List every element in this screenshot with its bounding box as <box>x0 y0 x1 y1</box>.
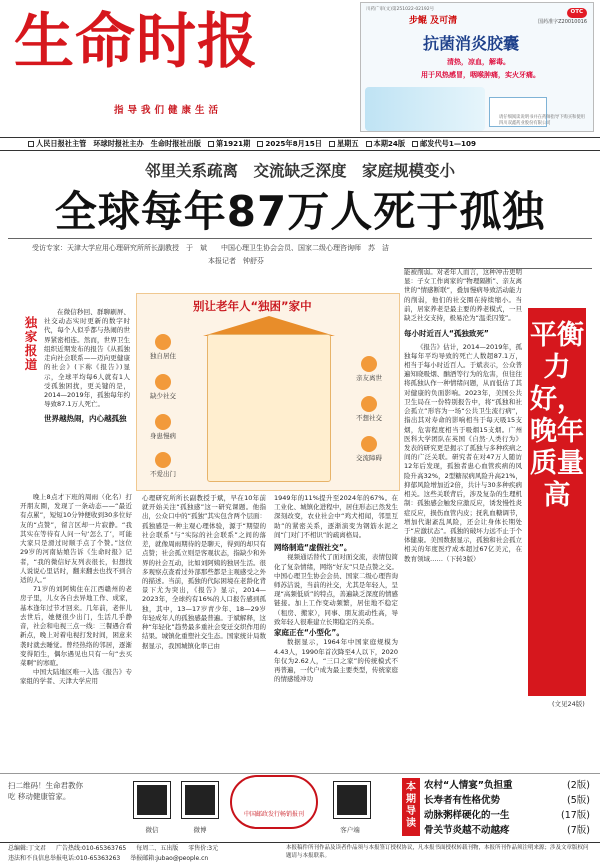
ad-disclaimer: 请仔细阅读说明书并在药师指导下购买和使用 四川双鑫药业股份有限公司 <box>499 115 585 127</box>
footer-report-phone: 违法和不良信息举报电话:010-65363263 <box>8 855 121 862</box>
paragraph: 在微信秒回、群聊刷屏、社交动态实时更新的数字时代，每个人似乎都与热闹的世界紧密相连。然而，世界卫生组织近期发布的报告《从孤独走向社会联系——迈向更健康的社会》(下称《报告》)显示，全球平均每6人就有1人受孤独困扰，更关键的是，2014—2019年，孤独每年约导致87.1万人死亡。 <box>44 308 130 409</box>
paragraph: 中国大陆地区唯一入选《报告》专家组的学者、天津大学应用 <box>20 668 132 686</box>
issue-info-bar <box>0 137 600 151</box>
exclusive-badge: 独家报道 <box>24 315 38 372</box>
footer-schedule: 每周二、五出版 <box>136 845 179 852</box>
ad-tagline-1: 清热，凉血，解毒。 <box>447 58 510 66</box>
qr-code-wechat[interactable] <box>134 782 170 818</box>
newspaper-logo: 生命时报 <box>14 7 258 77</box>
qr-code-app[interactable] <box>334 782 370 818</box>
ad-brand: 步鲲 及可清 <box>409 16 458 26</box>
footer <box>0 842 600 866</box>
paragraph: 71岁的刘阿姨住在江西赣州的老房子里，儿女各自去异地工作、成家，基本逢年过节才回来。几年前，老伴儿去世后，她便很少出门，生活几乎静音，社会和电视三点一线：三餐遇合看新点，晚上对着电视打发时间，困意来袭时就去睡觉。曾经热络的邻居，逐渐变得陌生，偶尔遇见也只有一句“去买菜啊”的寒暄。 <box>20 585 132 667</box>
qr-code-weibo[interactable] <box>182 782 218 818</box>
reporter-byline: 本报记者 钟舒芬 <box>208 257 264 265</box>
side-feature-ref: (文见24版) <box>552 700 585 708</box>
house-roof <box>203 316 335 336</box>
icon-dot <box>361 396 377 412</box>
paragraph: 1949年的11%提升至2024年的67%。在工业化、城镇化进程中，居住形态已然发生深刻改变，农业社会中“鸡犬相闻，邻里互助”的紧密关系，逐渐演变为钢筋水泥之间“门对门不相识”的疏离格局。 <box>274 494 398 539</box>
icon-dot <box>155 334 171 350</box>
footer-report-email: 举报邮箱:jubao@people.cn <box>130 855 209 862</box>
factor-label: 缺少社交 <box>150 392 176 400</box>
ad-product-title: 抗菌消炎胶囊 <box>423 34 520 53</box>
icon-dot <box>361 436 377 452</box>
article-column-3 <box>142 494 266 651</box>
section-heading: 世界越热闹，内心越孤独 <box>44 414 127 424</box>
ad-illustration <box>365 87 485 131</box>
icon-dot <box>155 414 171 430</box>
paragraph: 视频通话替代了面对面交流，表情包简化了复杂情绪，网络“好友”只是点赞之交。中国心理卫生协会会员、国家二级心理咨询师苏洁说，当前的社交，尤其是年轻人，呈现“高频低质”的特点，善遍缺乏深度的情感链接。加上工作变动频繁，居住地不稳定（租房、搬家），同事、朋友流动性高，导致年轻人很难建立长期稳定的关系。 <box>274 553 398 626</box>
info-item: 第1921期 <box>208 139 250 149</box>
section-heading: 网络制造“虚假社交”。 <box>274 543 352 553</box>
qr-label: 微信 <box>145 826 159 834</box>
postal-stamp: 中国邮政发行畅销报刊 <box>230 775 318 829</box>
info-item: 环球时报社主办 <box>93 138 144 148</box>
paragraph: 心理研究所所长副教授于斌，早在10年前就开始关注“孤独感”这一研究课题。他指出，公众口中的“孤独”其实包含两个层面：孤独感是一种主观心理体验，源于“期望的社会联系”与“实际的社会联系”之间的落差，就像周雨期待的是聊天，得到的却只有点赞；社会孤立则是客观状态，指缺少和外界的社会互动，比如刘阿姨的独居生活。很多观察点查看过外部那些都是主观感受之外的描述。当前，孤独的代际困境在老龄化背景下尤为突出，《报告》显示，2014—2023年，全球约有16%的人口报告感到孤独，其中，13—17岁青少年、18—29岁年轻成年人的孤独感最普遍。于斌解释，这种“年轻化”趋势最多重社会变迁交织作用的结果。城镇化重塑社交生态。国家统计局数据显示，我国城镇化率已由 <box>142 494 266 650</box>
tagline: 指导我们健康生活 <box>114 105 223 116</box>
main-headline: 全球每年87万人死于孤独 <box>54 187 546 236</box>
guide-item[interactable]: 长寿者有性格优势 (5版) <box>424 795 590 806</box>
factor-label: 身患慢病 <box>150 432 176 440</box>
factor-label: 不爱出门 <box>150 470 176 478</box>
footer-copyright: 本报稿件所刊作品及读者作品须与本报签订授权协议，凡本报书面授权转载刊物，本报所刊作品须注明来源；涉及文章版权问题请与本报联系。 <box>286 845 589 859</box>
ad-tagline-2: 用于风热感冒，咽喉肿痛，实火牙痛。 <box>421 71 540 79</box>
expert-credits: 受访专家：天津大学应用心理研究所所长副教授 于 斌 中国心理卫生协会会员、国家二级心理咨询师 苏 洁 <box>32 244 389 252</box>
footer-ad-hotline: 广告热线:010-65363765 <box>56 845 127 852</box>
factor-label: 交流障碍 <box>356 454 382 462</box>
guide-label: 本期导读 <box>402 778 420 836</box>
article-column-5 <box>404 268 522 564</box>
icon-dot <box>155 374 171 390</box>
otc-badge: OTC <box>567 8 587 18</box>
house-illustration <box>207 334 331 482</box>
qr-prompt: 扫二维码！生命君教你吃 移动健康管家。 <box>8 781 83 802</box>
kicker-headline: 邻里关系疏离 交流缺乏深度 家庭规模变小 <box>144 161 455 180</box>
guide-item[interactable]: 动脉粥样硬化的一生 (17版) <box>424 810 590 821</box>
factor-label: 不想社交 <box>356 414 382 422</box>
side-feature-title: 平衡力好，晚年质量高 <box>528 308 586 696</box>
paragraph: 《报告》估计，2014—2019年，孤独每年平均导致的死亡人数超87.1万，相当于每小时近百人。于斌表示，公众普遍知晓吸烟、酗酒等行为的危害，但往往将孤独认作一种情绪问题，从而低估了其对健康的负面影响。2023年，美国公共卫生局在一份特别报告中，将“孤独和社会孤立”形容为一场“公共卫生流行病”，指出其对寿命的影响相当于每天吸15支烟，危害程度相当于吸烟15支烟。广州医科大学团队在英国《自然·人类行为》发表的研究更是揭示了孤独与多种疾病之间的广泛关联。研究者在对47万人随访12年后发现，孤独者患心血管疾病的风险升高32%，2型糖尿病风险升高21%，抑郁风险增加近2倍，共计与30多种疾病相关。这些关联背后，涉及复杂的生理机制：孤独感会触发应激反应，诱发慢性炎症反应，损伤血管内皮；抚乳血糖调节，增加代谢紊乱风险，还会让身体长期处于“应激状态”。孤独的破坏力远不止于个体健康。美国数据显示，孤独和社会孤立相关的年度医疗成本超过67亿美元，在教育领域……（下转3版） <box>404 342 522 563</box>
section-heading: 每小时近百人“孤独致死” <box>404 329 489 339</box>
icon-dot <box>155 452 171 468</box>
divider <box>8 238 592 239</box>
info-item: 人民日报社主管 <box>28 139 86 149</box>
guide-item[interactable]: 农村“人情宴”负担重 (2版) <box>424 780 590 791</box>
paragraph: 晚上8点才下班的周雨（化名）打开朋友圈，发现了一条动态——“最近有点累”，短短10分钟便收到30多位好友的“点赞”，留言区却一片寂静。“我其实在等待有人问一句‘怎么了’，可能大家只是滑过时顺手点了个赞。”这位29岁的河南姑娘告诉《生命时报》记者，“我的微信好友列表很长，但想找人说说心里话时，翻来翻去也找不到合适的人。” <box>20 493 132 584</box>
info-item: 星期五 <box>329 139 359 149</box>
info-item: 邮发代号1—109 <box>412 139 476 149</box>
factor-label: 亲友离世 <box>356 374 382 382</box>
infographic <box>136 293 400 491</box>
article-column-1b <box>20 493 132 687</box>
factor-label: 独自居住 <box>150 352 176 360</box>
paragraph: 数据显示，1964年中国家庭规模为4.43人，1990年首次降至4人以下，2020年仅为2.62人，“三口之家”的传统模式不再普遍，一代户成为最主要类型，传统家庭的情感缓冲功 <box>274 638 398 684</box>
advertisement <box>360 2 594 132</box>
masthead <box>0 0 600 137</box>
icon-dot <box>361 356 377 372</box>
footer-price: 零售价:3元 <box>188 845 219 852</box>
article-column-1 <box>44 308 130 427</box>
info-item: 本期24版 <box>366 139 406 149</box>
infographic-title: 别让老年人“独困”家中 <box>193 299 312 313</box>
footer-editor: 总编辑:丁文君 <box>8 845 47 852</box>
article-column-4 <box>274 494 398 684</box>
ad-approval-number: 川药广审(文)第251022-02192号 <box>366 7 435 12</box>
qr-label: 客户端 <box>340 826 360 834</box>
ad-license: 国药准字Z20010016 <box>538 19 587 25</box>
paragraph: 能被削弱。对老年人而言，这种冲击更明显：子女工作离家的“物理隔断”、亲友离世的“情感断联”，叠加慢病导致活动能力的削弱，他们的社交圈在持续缩小。当前，居家养老是最主要的养老模式，一旦缺乏社交支持，极易沦为“温柔囚笼”。 <box>404 268 522 323</box>
info-item: 生命时报社出版 <box>150 138 201 148</box>
guide-item[interactable]: 骨关节炎越不动越疼 (7版) <box>424 825 590 836</box>
info-item: 2025年8月15日 <box>257 139 322 149</box>
qr-label: 微博 <box>193 826 207 834</box>
section-heading: 家庭正在“小型化”。 <box>274 628 344 638</box>
